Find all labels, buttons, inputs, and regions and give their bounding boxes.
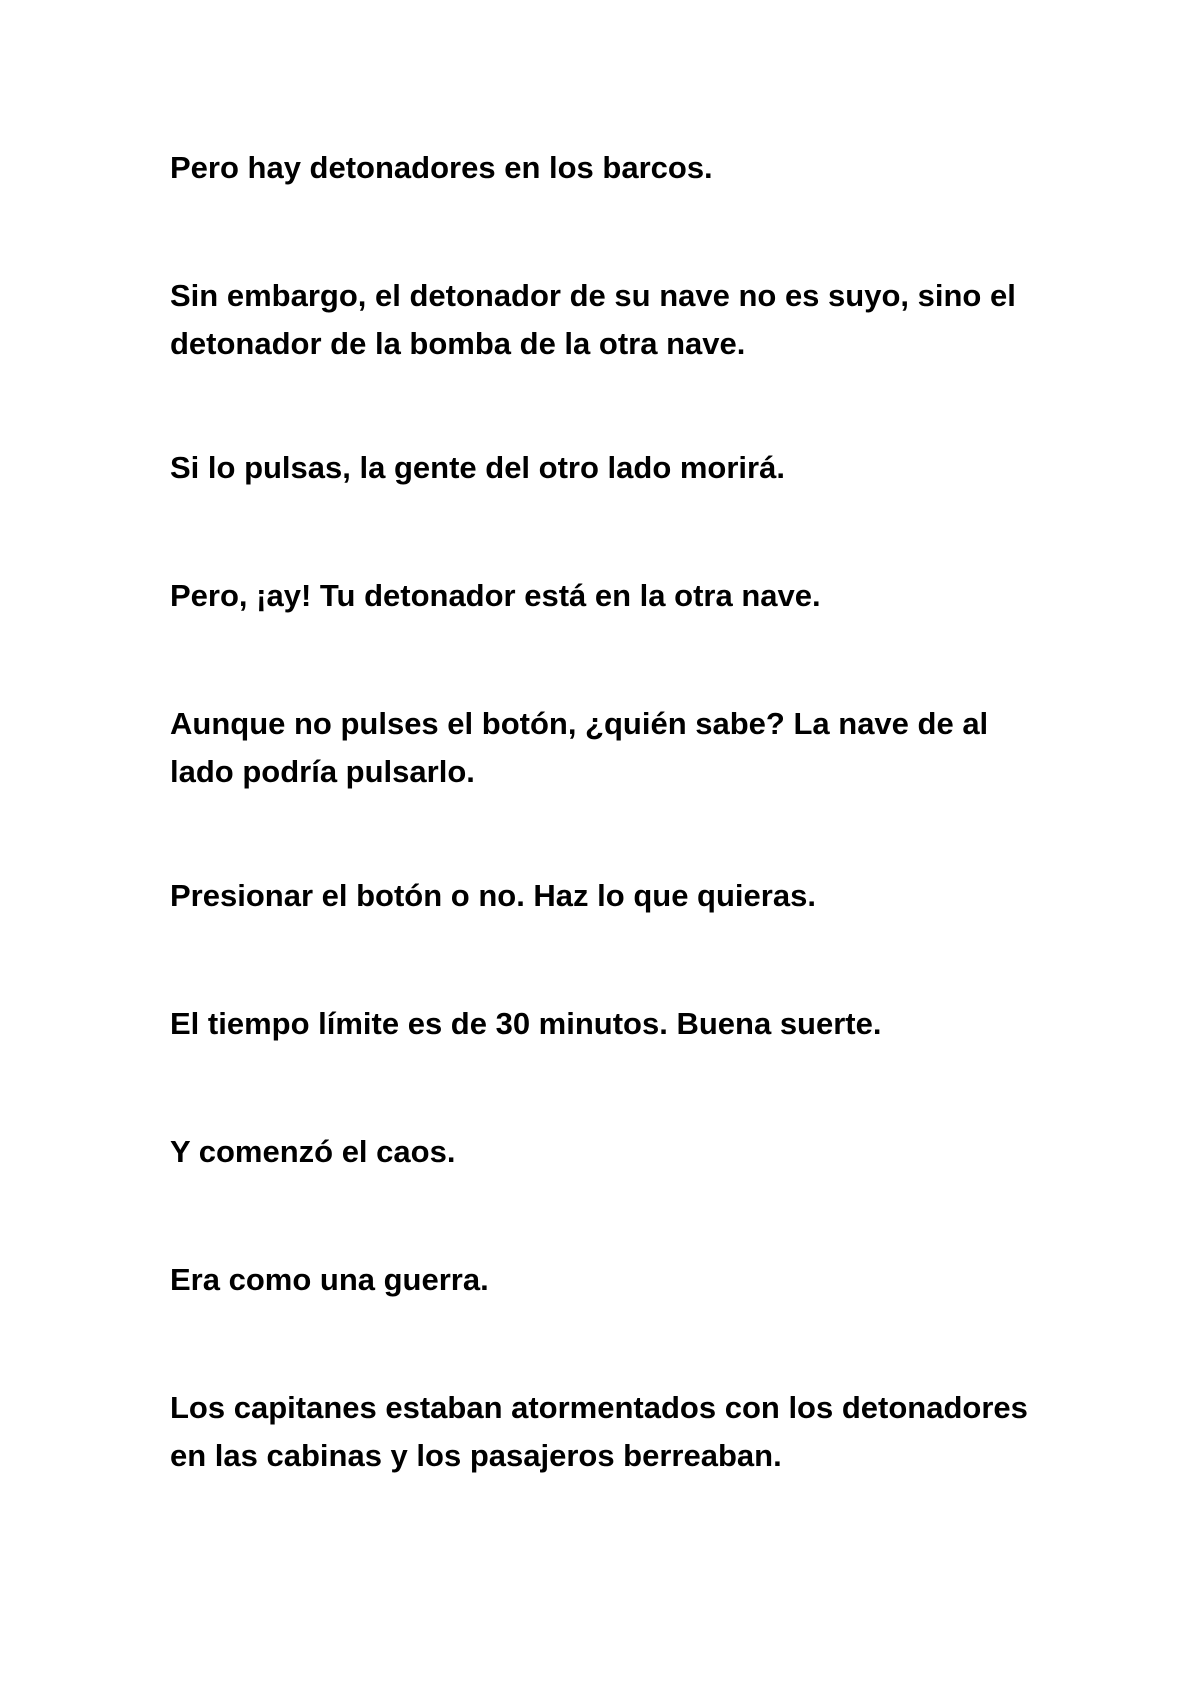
paragraph: El tiempo límite es de 30 minutos. Buena suerte. — [170, 1006, 882, 1041]
paragraph: Los capitanes estaban atormentados con los detonadores en las cabinas y los pasajeros berreaban. — [170, 1390, 1028, 1473]
paragraph: Sin embargo, el detonador de su nave no es suyo, sino el detonador de la bomba de la otra nave. — [170, 278, 1016, 361]
paragraph: Pero hay detonadores en los barcos. — [170, 150, 713, 185]
paragraph: Presionar el botón o no. Haz lo que quieras. — [170, 878, 816, 913]
paragraph: Aunque no pulses el botón, ¿quién sabe? La nave de al lado podría pulsarlo. — [170, 706, 989, 789]
paragraph: Si lo pulsas, la gente del otro lado morirá. — [170, 450, 785, 485]
paragraph: Era como una guerra. — [170, 1262, 489, 1297]
paragraph: Y comenzó el caos. — [170, 1134, 456, 1169]
paragraph: Pero, ¡ay! Tu detonador está en la otra nave. — [170, 578, 821, 613]
